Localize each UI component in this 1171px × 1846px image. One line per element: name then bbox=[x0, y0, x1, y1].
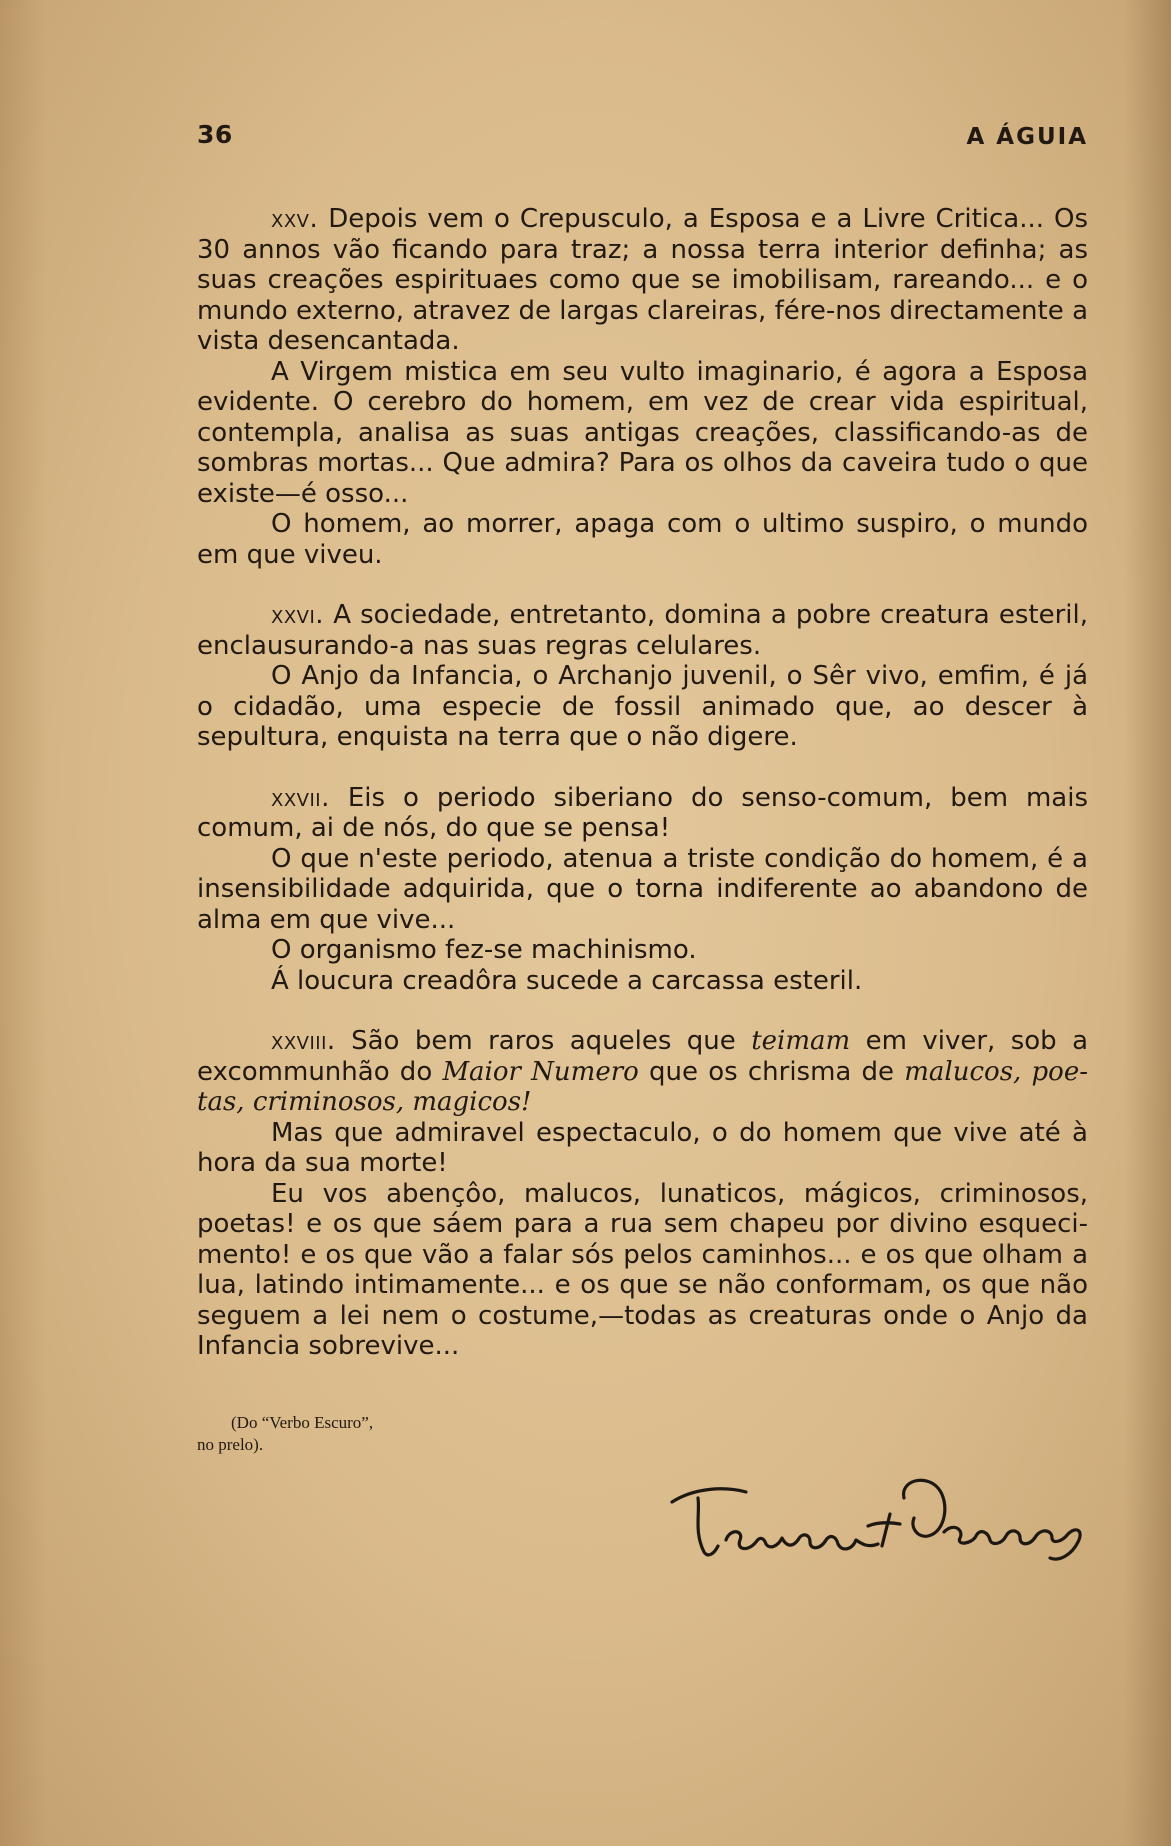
section-1 bbox=[197, 204, 1088, 570]
section-2 bbox=[197, 600, 1088, 753]
section-numeral: xxvii. bbox=[271, 782, 330, 813]
source-note bbox=[197, 1412, 373, 1456]
paragraph bbox=[197, 935, 1088, 966]
main-text bbox=[197, 204, 1088, 1392]
paragraph-text: A Virgem mistica em seu vulto imaginario, é agora a Esposa evidente. O cerebro do homem, em vez de crear vida espiritual, contempla, analisa as suas antigas creações, classificando-as de sombras mortas... Que admira? Para os olhos da caveira tudo o que existe—é osso... bbox=[197, 356, 1088, 509]
paragraph-text: Á loucura creadôra sucede a carcassa esteril. bbox=[271, 965, 863, 996]
signature bbox=[664, 1466, 1094, 1566]
paragraph bbox=[197, 1026, 1088, 1118]
paragraph bbox=[197, 600, 1088, 661]
paragraph-text: O homem, ao morrer, apaga com o ultimo suspiro, o mundo em que viveu. bbox=[197, 509, 1088, 570]
section-3 bbox=[197, 783, 1088, 997]
paragraph-text: O organismo fez-se machinismo. bbox=[271, 935, 697, 965]
paragraph-text: que os chrisma de bbox=[638, 1056, 905, 1087]
running-title: A ÁGUIA bbox=[966, 124, 1088, 150]
paragraph-text: Depois vem o Crepusculo, a Esposa e a Livre Critica... Os 30 annos vão ficando para traz; a nossa terra interior definha; as suas creações espirituaes como que se imobilisam, rareando... e o mundo externo, atravez de largas clareiras, fére-nos directamente a vista desencantada. bbox=[197, 204, 1089, 356]
paragraph-text: em viver, sob a excommunhão do bbox=[197, 1026, 1089, 1087]
source-note-line-2: no prelo). bbox=[197, 1435, 264, 1454]
paragraph-text: O que n'este periodo, atenua a triste condição do homem, é a insensibilidade adquirida, que o torna indiferente ao abandono de alma em que vive... bbox=[197, 843, 1088, 935]
paragraph bbox=[197, 844, 1088, 936]
section-4 bbox=[197, 1026, 1088, 1362]
italic-text: teimam bbox=[751, 1026, 851, 1056]
paragraph bbox=[197, 966, 1088, 997]
paragraph-text: Mas que admiravel espectaculo, o do homem que vive até à hora da sua morte! bbox=[197, 1117, 1088, 1178]
paragraph-text: São bem raros aqueles que bbox=[351, 1026, 752, 1056]
italic-text: Maior Numero bbox=[442, 1056, 639, 1087]
italic-text: malucos, poetas, criminosos, magicos! bbox=[197, 1056, 1089, 1117]
paragraph bbox=[197, 783, 1088, 844]
source-note-line-1: (Do “Verbo Escuro”, bbox=[231, 1413, 374, 1432]
page-number: 36 bbox=[197, 120, 233, 149]
paragraph bbox=[197, 357, 1088, 510]
paragraph-text: Eu vos abençôo, malucos, lunaticos, mágicos, criminosos, poetas! e os que sáem para a rua sem chapeu por divino esquecimento! e os que vão a falar sós pelos caminhos... e os que olham a lua, latindo intimamente... e os que se não conformam, os que não seguem a lei nem o costume,—todas as creaturas onde o Anjo da Infancia sobrevive... bbox=[197, 1178, 1088, 1361]
paragraph-text: Eis o periodo siberiano do senso-comum, bem mais comum, ai de nós, do que se pensa! bbox=[197, 782, 1088, 843]
section-numeral: xxv. bbox=[271, 204, 319, 234]
paragraph-text: O Anjo da Infancia, o Archanjo juvenil, o Sêr vivo, emfim, é já o cidadão, uma especie de fossil animado que, ao descer à sepultura, enquista na terra que o não digere. bbox=[197, 661, 1088, 752]
paragraph bbox=[197, 204, 1088, 357]
paragraph bbox=[197, 1179, 1088, 1362]
paragraph bbox=[197, 1118, 1088, 1179]
signature-drawing bbox=[664, 1466, 1094, 1566]
section-numeral: xxvi. bbox=[271, 600, 325, 630]
section-numeral: xxviii. bbox=[271, 1026, 336, 1056]
paragraph bbox=[197, 509, 1088, 570]
paragraph bbox=[197, 661, 1088, 753]
paragraph-text: A sociedade, entretanto, domina a pobre creatura esteril, enclausurando-a nas suas regras celulares. bbox=[197, 600, 1088, 661]
